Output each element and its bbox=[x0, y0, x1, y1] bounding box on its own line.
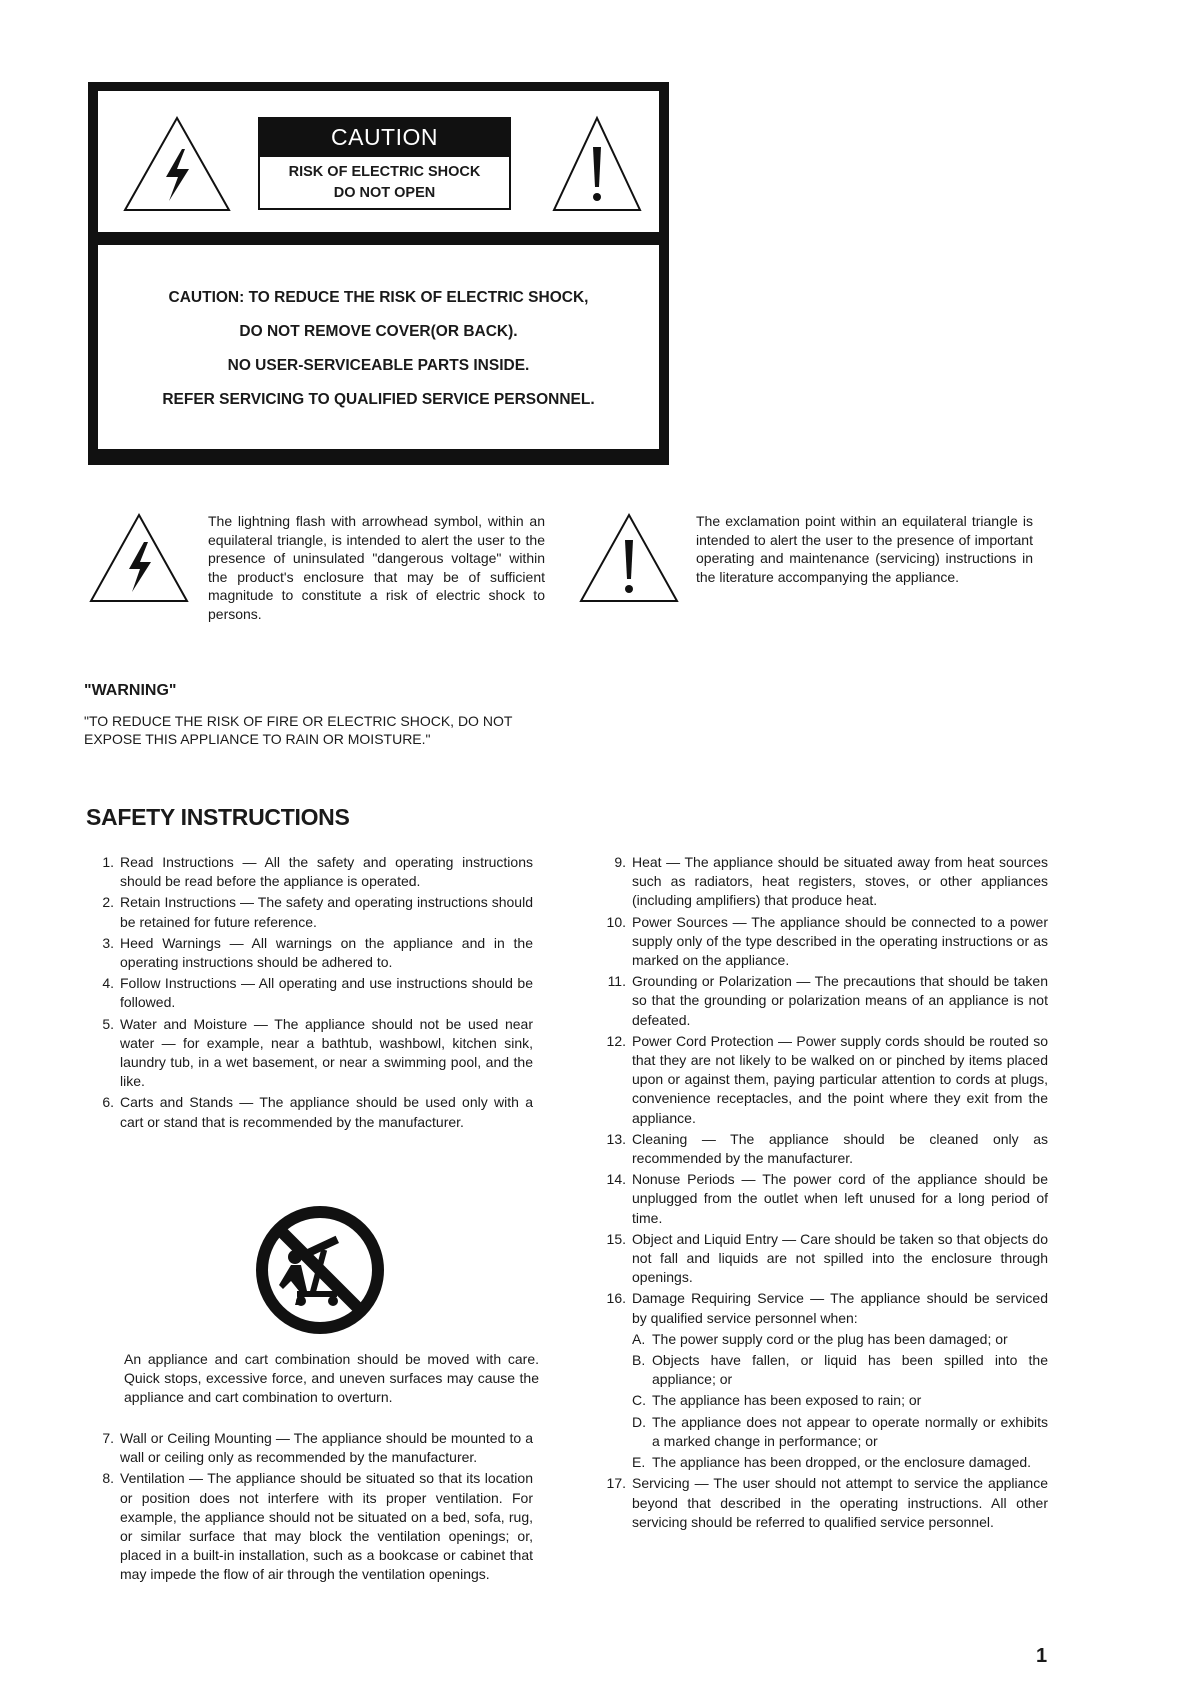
caution-line: DO NOT REMOVE COVER(OR BACK). bbox=[239, 323, 518, 340]
item-number: 3. bbox=[102, 934, 114, 951]
item-number: 10. bbox=[606, 913, 626, 930]
item-text: Heat — The appliance should be situated away from heat sources such as radiators, heat registers, stoves, or other appliances (including amplifiers) that produce heat. bbox=[632, 854, 1048, 909]
caution-lines bbox=[98, 281, 659, 417]
condition-text: The appliance has been dropped, or the enclosure damaged. bbox=[652, 1454, 1032, 1471]
exclamation-warning-icon bbox=[551, 115, 643, 213]
safety-item bbox=[600, 1032, 1048, 1128]
caution-text-panel bbox=[98, 245, 659, 449]
condition-letter: C. bbox=[632, 1392, 646, 1409]
safety-item bbox=[88, 893, 533, 931]
caution-label-panel bbox=[98, 91, 659, 232]
safety-item bbox=[88, 934, 533, 972]
safety-item bbox=[600, 1289, 1048, 1327]
item-text: Water and Moisture — The appliance should not be used near water — for example, near a bathtub, washbowl, kitchen sink, laundry tub, in a wet basement, or near a swimming pool, and the like. bbox=[120, 1015, 533, 1090]
safety-left-column-continued bbox=[88, 1429, 533, 1587]
item-number: 6. bbox=[102, 1094, 114, 1111]
safety-item bbox=[600, 913, 1048, 971]
safety-item bbox=[600, 1474, 1048, 1532]
item-number: 9. bbox=[614, 854, 626, 870]
item-number: 14. bbox=[606, 1171, 626, 1188]
caution-box bbox=[88, 82, 669, 465]
caution-title: CAUTION bbox=[258, 117, 511, 157]
condition-letter: B. bbox=[632, 1352, 646, 1369]
item-text: Carts and Stands — The appliance should be used only with a cart or stand that is recommended by the manufacturer. bbox=[120, 1094, 533, 1130]
warning-title: "WARNING" bbox=[84, 682, 177, 699]
damage-condition bbox=[632, 1351, 1048, 1389]
caution-label bbox=[258, 117, 511, 210]
condition-letter: E. bbox=[632, 1454, 646, 1471]
item-number: 16. bbox=[606, 1290, 626, 1307]
condition-text: The power supply cord or the plug has been damaged; or bbox=[652, 1330, 1008, 1347]
caution-line: CAUTION: TO REDUCE THE RISK OF ELECTRIC SHOCK, bbox=[168, 289, 589, 306]
caution-subtitle bbox=[258, 157, 511, 210]
safety-item bbox=[88, 1469, 533, 1584]
item-number: 8. bbox=[102, 1470, 114, 1487]
item-number: 7. bbox=[102, 1430, 114, 1446]
item-text: Power Sources — The appliance should be connected to a power supply only of the type described in the operating instructions or as marked on the appliance. bbox=[632, 913, 1048, 969]
condition-text: The appliance does not appear to operate normally or exhibits a marked change in performance; or bbox=[652, 1413, 1048, 1449]
item-number: 4. bbox=[102, 975, 114, 992]
damage-conditions-list bbox=[600, 1330, 1048, 1472]
item-number: 5. bbox=[102, 1015, 114, 1032]
item-number: 17. bbox=[606, 1475, 626, 1492]
exclamation-symbol-icon bbox=[578, 512, 680, 604]
condition-text: Objects have fallen, or liquid has been spilled into the appliance; or bbox=[652, 1352, 1048, 1388]
caution-subtitle-line-2: DO NOT OPEN bbox=[333, 185, 436, 201]
item-text: Cleaning — The appliance should be cleaned only as recommended by the manufacturer. bbox=[632, 1130, 1048, 1167]
safety-right-column bbox=[600, 853, 1048, 1534]
item-text: Follow Instructions — All operating and use instructions should be followed. bbox=[120, 975, 533, 1011]
condition-letter: A. bbox=[632, 1330, 646, 1347]
item-text: Servicing — The user should not attempt to service the appliance beyond that described in the operating instructions. All other servicing should be referred to qualified service personnel. bbox=[632, 1475, 1048, 1530]
exclamation-symbol-description: The exclamation point within an equilateral triangle is intended to alert the user to the presence of important operating and maintenance (servicing) instructions in the literature accompanying the appliance. bbox=[696, 513, 1033, 585]
item-text: Read Instructions — All the safety and operating instructions should be read before the appliance is operated. bbox=[120, 854, 533, 890]
safety-item bbox=[600, 1130, 1048, 1168]
lightning-symbol-description: The lightning flash with arrowhead symbol, within an equilateral triangle, is intended to alert the user to the presence of uninsulated "dangerous voltage" within the product's enclosure that may be of sufficient magnitude to constitute a risk of electric shock to persons. bbox=[208, 513, 545, 622]
safety-item bbox=[88, 1429, 533, 1467]
item-number: 12. bbox=[606, 1032, 626, 1049]
warning-text: "TO REDUCE THE RISK OF FIRE OR ELECTRIC SHOCK, DO NOT EXPOSE THIS APPLIANCE TO RAIN OR MOISTURE." bbox=[84, 713, 513, 747]
item-text: Object and Liquid Entry — Care should be taken so that objects do not fall and liquids are not spilled into the enclosure through openings. bbox=[632, 1230, 1048, 1286]
damage-condition bbox=[632, 1453, 1048, 1472]
item-number: 13. bbox=[606, 1130, 626, 1147]
damage-condition bbox=[632, 1330, 1048, 1349]
item-text: Nonuse Periods — The power cord of the appliance should be unplugged from the outlet when left unused for a long period of time. bbox=[632, 1171, 1048, 1226]
safety-instructions-heading: SAFETY INSTRUCTIONS bbox=[86, 804, 350, 830]
safety-item bbox=[600, 1230, 1048, 1288]
caution-line: NO USER-SERVICEABLE PARTS INSIDE. bbox=[227, 357, 530, 374]
lightning-warning-icon bbox=[122, 115, 232, 213]
safety-item bbox=[88, 1093, 533, 1131]
item-number: 2. bbox=[102, 894, 114, 911]
item-text: Wall or Ceiling Mounting — The appliance should be mounted to a wall or ceiling only as recommended by the manufacturer. bbox=[120, 1430, 533, 1466]
item-number: 1. bbox=[102, 854, 114, 870]
cart-warning-caption: An appliance and cart combination should be moved with care. Quick stops, excessive force, and uneven surfaces may cause the appliance and cart combination to overturn. bbox=[124, 1351, 539, 1406]
safety-item bbox=[88, 974, 533, 1012]
item-text: Heed Warnings — All warnings on the appliance and in the operating instructions should be adhered to. bbox=[120, 934, 533, 971]
damage-condition bbox=[632, 1391, 1048, 1410]
safety-item bbox=[600, 853, 1048, 911]
safety-item bbox=[88, 853, 533, 891]
safety-item bbox=[88, 1015, 533, 1092]
item-number: 15. bbox=[606, 1230, 626, 1247]
safety-item bbox=[600, 1170, 1048, 1228]
lightning-symbol-icon bbox=[88, 512, 190, 604]
damage-condition bbox=[632, 1413, 1048, 1451]
item-text: Ventilation — The appliance should be situated so that its location or position does not interfere with its proper ventilation. For example, the appliance should not be situated on a bed, sofa, rug, or similar surface that may block the ventilation openings; or, placed in a built-in installation, such as a bookcase or cabinet that may impede the flow of air through the ventilation openings. bbox=[120, 1470, 533, 1583]
item-number: 11. bbox=[607, 973, 626, 990]
item-text: Grounding or Polarization — The precautions that should be taken so that the grounding or polarization means of an appliance is not defeated. bbox=[632, 973, 1048, 1028]
condition-letter: D. bbox=[632, 1413, 646, 1430]
safety-left-column bbox=[88, 853, 533, 1134]
caution-line: REFER SERVICING TO QUALIFIED SERVICE PERSONNEL. bbox=[162, 391, 595, 408]
safety-item bbox=[600, 972, 1048, 1030]
item-text: Power Cord Protection — Power supply cords should be routed so that they are not likely to be walked on or pinched by items placed upon or against them, paying particular attention to cords at plugs, convenience receptacles, and the point where they exit from the appliance. bbox=[632, 1032, 1048, 1126]
condition-text: The appliance has been exposed to rain; or bbox=[652, 1392, 922, 1409]
item-text: Damage Requiring Service — The appliance should be serviced by qualified service personnel when: bbox=[632, 1290, 1048, 1326]
item-text: Retain Instructions — The safety and operating instructions should be retained for future reference. bbox=[120, 894, 533, 930]
cart-tip-over-warning-icon bbox=[255, 1205, 385, 1335]
caution-subtitle-line-1: RISK OF ELECTRIC SHOCK bbox=[288, 164, 481, 180]
page-number: 1 bbox=[1036, 1645, 1048, 1667]
